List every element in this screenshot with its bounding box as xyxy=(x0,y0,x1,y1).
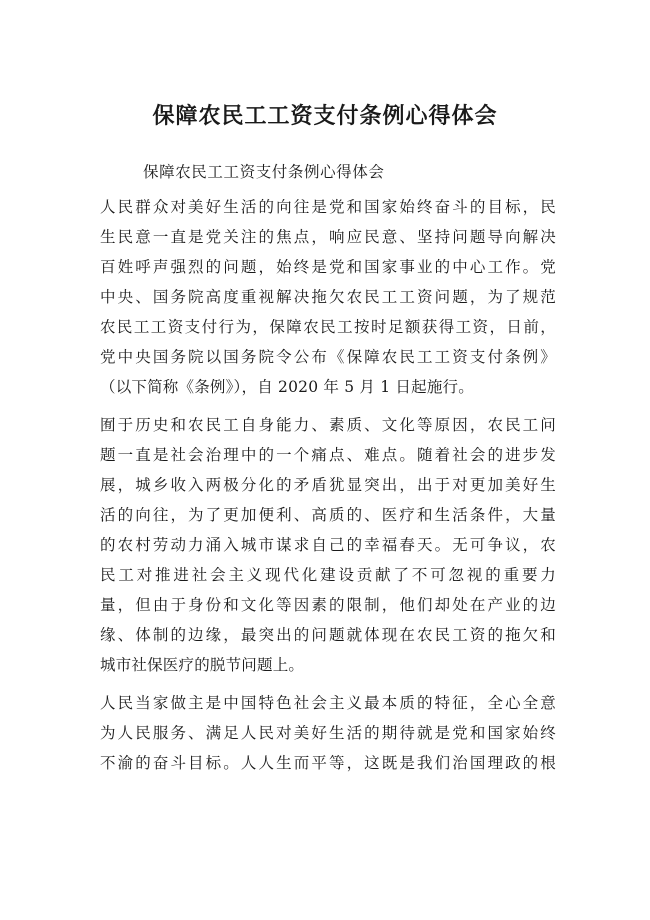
text-line: 展，城乡收入两极分化的矛盾犹显突出，出于对更加美好生 xyxy=(100,476,556,494)
text-line: 题一直是社会治理中的一个痛点、难点。随着社会的进步发 xyxy=(100,446,556,464)
text-line: 缘、体制的边缘，最突出的问题就体现在农民工资的拖欠和 xyxy=(100,626,556,644)
text-line: 不渝的奋斗目标。人人生而平等，这既是我们治国理政的根 xyxy=(100,754,556,772)
text-line: 囿于历史和农民工自身能力、素质、文化等原因，农民工问 xyxy=(100,416,556,434)
text-line: 为人民服务、满足人民对美好生活的期待就是党和国家始终 xyxy=(100,724,556,742)
text-line: 活的向往，为了更加便利、高质的、医疗和生活条件，大量 xyxy=(100,506,556,524)
text-line: 量，但由于身份和文化等因素的限制，他们却处在产业的边 xyxy=(100,596,556,614)
text-line: 中央、国务院高度重视解决拖欠农民工工资问题，为了规范 xyxy=(100,288,556,306)
document-subtitle: 保障农民工工资支付条例心得体会 xyxy=(143,163,385,181)
text-line: 人民当家做主是中国特色社会主义最本质的特征，全心全意 xyxy=(100,694,556,712)
text-line: 党中央国务院以国务院令公布《保障农民工工资支付条例》 xyxy=(100,348,556,366)
text-line: 百姓呼声强烈的问题，始终是党和国家事业的中心工作。党 xyxy=(100,258,556,276)
document-body xyxy=(100,192,556,786)
text-line: 民工对推进社会主义现代化建设贡献了不可忽视的重要力 xyxy=(100,566,556,584)
text-line: 的农村劳动力涌入城市谋求自己的幸福春天。无可争议，农 xyxy=(100,536,556,554)
paragraph xyxy=(100,192,556,402)
paragraph xyxy=(100,688,556,778)
text-line: （以下简称《条例》），自 2020 年 5 月 1 日起施行。 xyxy=(100,378,474,396)
paragraph xyxy=(100,410,556,680)
document-title: 保障农民工工资支付条例心得体会 xyxy=(152,104,498,129)
text-line: 城市社保医疗的脱节问题上。 xyxy=(100,656,305,674)
text-line: 农民工工资支付行为，保障农民工按时足额获得工资，日前， xyxy=(100,318,556,336)
text-line: 生民意一直是党关注的焦点，响应民意、坚持问题导向解决 xyxy=(100,228,556,246)
text-line: 人民群众对美好生活的向往是党和国家始终奋斗的目标，民 xyxy=(100,198,556,216)
